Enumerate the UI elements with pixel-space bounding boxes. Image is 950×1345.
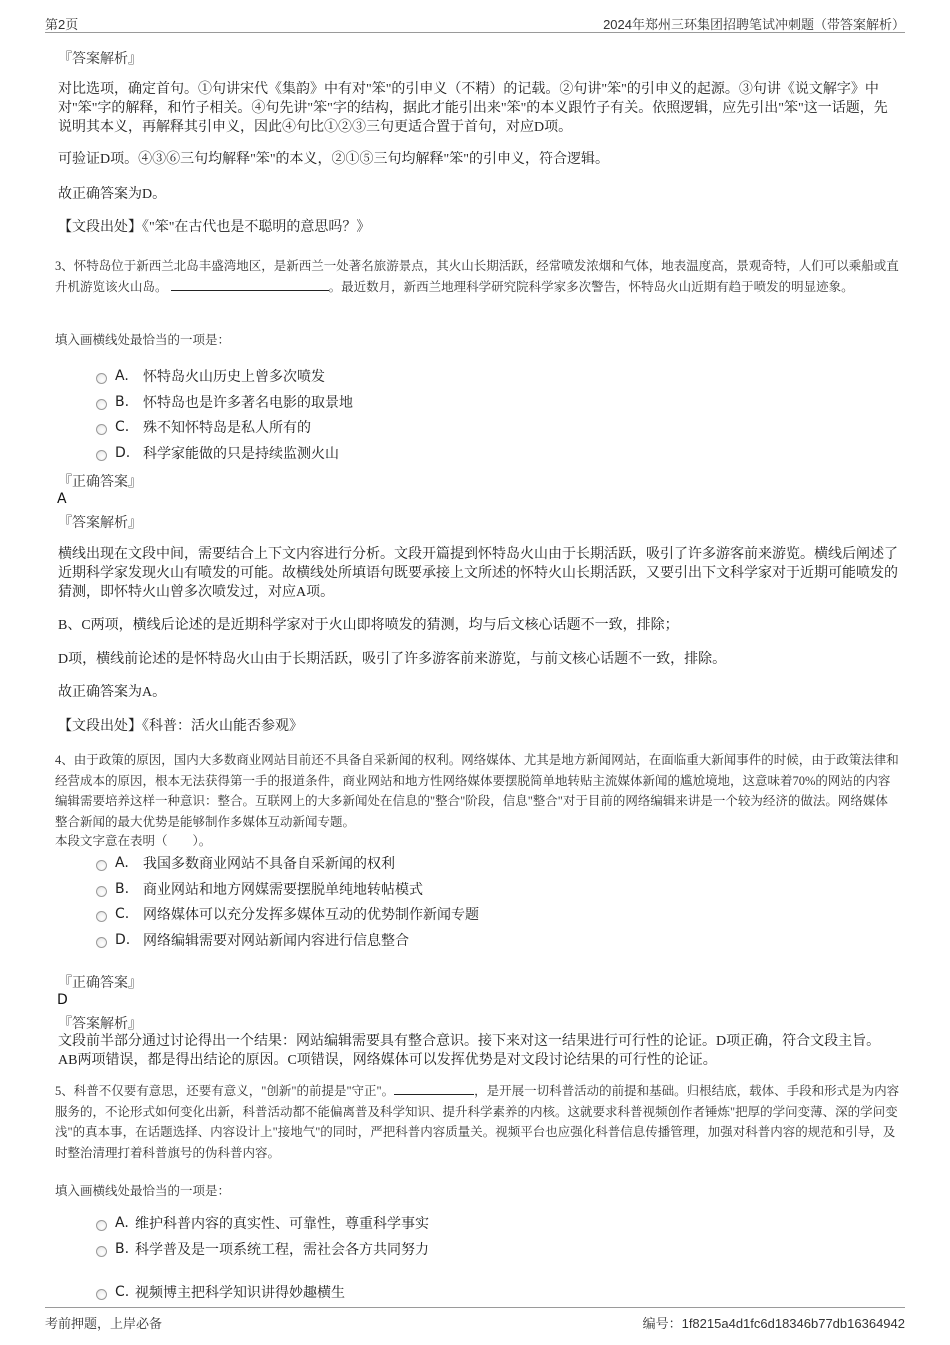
option-text: 怀特岛也是许多著名电影的取景地 [143, 395, 353, 411]
correct-answer: A [57, 491, 67, 507]
analysis-paragraph: B、C两项，横线后论述的是近期科学家对于火山即将喷发的猜测，均与后文核心话题不一致，排除； [58, 618, 679, 633]
question-stem-text: 。最近数月，新西兰地理科学研究院科学家多次警告，怀特岛火山近期有趋于喷发的明显迹象。 [328, 279, 854, 294]
question-prompt: 填入画横线处最恰当的一项是： [55, 333, 231, 347]
option-d[interactable] [96, 443, 339, 463]
radio-button-icon[interactable] [96, 886, 107, 897]
option-text: 网络媒体可以充分发挥多媒体互动的优势制作新闻专题 [143, 907, 479, 923]
analysis-paragraph: 可验证D项。④③⑥三句均解释"笨"的本义，②①⑤三句均解释"笨"的引申义，符合逻辑。 [58, 152, 609, 167]
fill-blank [171, 278, 329, 291]
analysis-conclusion: 故正确答案为A。 [58, 685, 167, 700]
analysis-paragraph: 对比选项，确定首句。①句讲宋代《集韵》中有对"笨"的引申义（不精）的记载。②句讲"笨"的引申义的起源。③句讲《说文解字》中对"笨"字的解释，和竹子相关。④句先讲"笨"字的结构，据此才能引出来"笨"的本义跟竹子有关。依照逻辑，应先引出"笨"这一话题，先说明其本义，再解释其引申义，因此④句比①②③三句更适合置于首句，对应D项。 [58, 82, 888, 135]
radio-button-icon[interactable] [96, 424, 107, 435]
radio-button-icon[interactable] [96, 1289, 107, 1300]
analysis-paragraph: D项，横线前论述的是怀特岛火山由于长期活跃，吸引了许多游客前来游览，与前文核心话题不一致，排除。 [58, 652, 727, 667]
option-letter: A. [115, 855, 129, 871]
question-stem-text: 3、怀特岛位于新西兰北岛丰盛湾地区，是新西兰一处著名旅游景点，其火山长期活跃，经常喷发浓烟和气体，地表温度高，景观奇特，人们可以乘船或直升机游览该火山岛。 [55, 259, 899, 294]
option-a[interactable] [96, 853, 395, 873]
option-b[interactable] [96, 392, 353, 412]
correct-answer-label: 『正确答案』 [58, 474, 142, 490]
serial-number [643, 1313, 905, 1332]
option-d[interactable] [96, 930, 409, 950]
option-text: 怀特岛火山历史上曾多次喷发 [143, 369, 325, 385]
page-header [45, 12, 905, 33]
source-citation: 【文段出处】《科普：活火山能否参观》 [58, 719, 303, 734]
source-citation: 【文段出处】《"笨"在古代也是不聪明的意思吗？》 [58, 220, 371, 235]
analysis-label: 『答案解析』 [58, 51, 142, 67]
option-text: 视频博主把科学知识讲得妙趣横生 [135, 1285, 345, 1301]
question-prompt: 本段文字意在表明（ ）。 [55, 834, 212, 848]
radio-button-icon[interactable] [96, 937, 107, 948]
option-text: 殊不知怀特岛是私人所有的 [143, 420, 311, 436]
radio-button-icon[interactable] [96, 450, 107, 461]
correct-answer: D [57, 992, 68, 1008]
question-stem [55, 256, 900, 297]
radio-button-icon[interactable] [96, 1246, 107, 1257]
radio-button-icon[interactable] [96, 911, 107, 922]
option-letter: C. [115, 906, 130, 922]
footer-slogan: 考前押题，上岸必备 [45, 1316, 163, 1331]
document-title: 2024年郑州三环集团招聘笔试冲刺题（带答案解析） [603, 17, 905, 32]
option-c[interactable] [96, 904, 479, 924]
option-letter: D. [115, 932, 131, 948]
question-stem-text: ，是开展一切科普活动的前提和基础。归根结底，载体、手段和形式是为内容服务的，不论形式如何变化出新，科普活动都不能偏离普及科学知识、提升科学素养的内核。这就要求科普视频创作者锤炼"把厚的学问变薄、深的学问变浅"的真本事，在话题选择、内容设计上"接地气"的同时，严把科普内容质量关。视频平台也应强化科普信息传播管理，加强对科普内容的规范和引导，及时整治清理打着科普旗号的伪科普内容。 [55, 1084, 900, 1160]
option-text: 商业网站和地方网媒需要摆脱单纯地转帖模式 [143, 882, 423, 898]
option-c[interactable] [96, 1282, 345, 1302]
page-number: 第2页 [45, 17, 79, 32]
option-b[interactable] [96, 1239, 429, 1259]
analysis-label: 『答案解析』 [58, 515, 142, 531]
option-b[interactable] [96, 879, 423, 899]
question-stem-text: 5、科普不仅要有意思，还要有意义，"创新"的前提是"守正"。 [55, 1084, 395, 1098]
page-footer [45, 1307, 905, 1332]
option-a[interactable] [96, 366, 325, 386]
question-prompt: 填入画横线处最恰当的一项是： [55, 1184, 231, 1198]
radio-button-icon[interactable] [96, 1220, 107, 1231]
analysis-paragraph: 横线出现在文段中间，需要结合上下文内容进行分析。文段开篇提到怀特岛火山由于长期活跃，吸引了许多游客前来游览。横线后阐述了近期科学家发现火山有喷发的可能。故横线处所填语句既要承接上文所述的怀特火山长期活跃，又要引出下文科学家对于近期可能喷发的猜测，即怀特火山曾多次喷发过，对应A项。 [58, 547, 898, 600]
option-text: 维护科普内容的真实性、可靠性，尊重科学事实 [135, 1216, 429, 1232]
radio-button-icon[interactable] [96, 373, 107, 384]
option-letter: A. [115, 368, 129, 384]
option-letter: D. [115, 445, 131, 461]
option-text: 科学普及是一项系统工程，需社会各方共同努力 [135, 1242, 429, 1258]
option-letter: A. [115, 1215, 129, 1231]
option-letter: B. [115, 881, 130, 897]
analysis-paragraph: 文段前半部分通过讨论得出一个结果：网站编辑需要具有整合意识。接下来对这一结果进行可行性的论证。D项正确，符合文段主旨。AB两项错误，都是得出结论的原因。C项错误，网络媒体可以发挥优势是对文段讨论结果的可行性的论证。 [58, 1034, 881, 1068]
option-text: 网络编辑需要对网站新闻内容进行信息整合 [143, 933, 409, 949]
option-a[interactable] [96, 1213, 429, 1233]
option-text: 我国多数商业网站不具备自采新闻的权利 [143, 856, 395, 872]
option-c[interactable] [96, 417, 311, 437]
option-letter: C. [115, 419, 130, 435]
analysis-conclusion: 故正确答案为D。 [58, 187, 167, 202]
radio-button-icon[interactable] [96, 860, 107, 871]
option-letter: B. [115, 394, 130, 410]
option-letter: B. [115, 1241, 130, 1257]
question-stem: 4、由于政策的原因，国内大多数商业网站目前还不具备自采新闻的权利。网络媒体、尤其是地方新闻网站，在面临重大新闻事件的时候，由于政策法律和经营成本的原因，根本无法获得第一手的报道条件，商业网站和地方性网络媒体要摆脱简单地转贴主流媒体新闻的尴尬境地，这意味着70%的网站的内容编辑需要培养这样一种意识：整合。互联网上的大多新闻处在信息的"整合"阶段，信息"整合"对于目前的网络编辑来讲是一个较为经济的做法。网络媒体整合新闻的最大优势是能够制作多媒体互动新闻专题。 [55, 753, 899, 829]
fill-blank [394, 1082, 474, 1095]
question-stem [55, 1081, 900, 1163]
serial-label: 编号： [642, 1316, 682, 1331]
analysis-label: 『答案解析』 [58, 1016, 142, 1032]
option-letter: C. [115, 1284, 130, 1300]
correct-answer-label: 『正确答案』 [58, 975, 142, 991]
radio-button-icon[interactable] [96, 399, 107, 410]
option-text: 科学家能做的只是持续监测火山 [143, 446, 339, 462]
serial-value: 1f8215a4d1fc6d18346b77db16364942 [681, 1316, 905, 1331]
